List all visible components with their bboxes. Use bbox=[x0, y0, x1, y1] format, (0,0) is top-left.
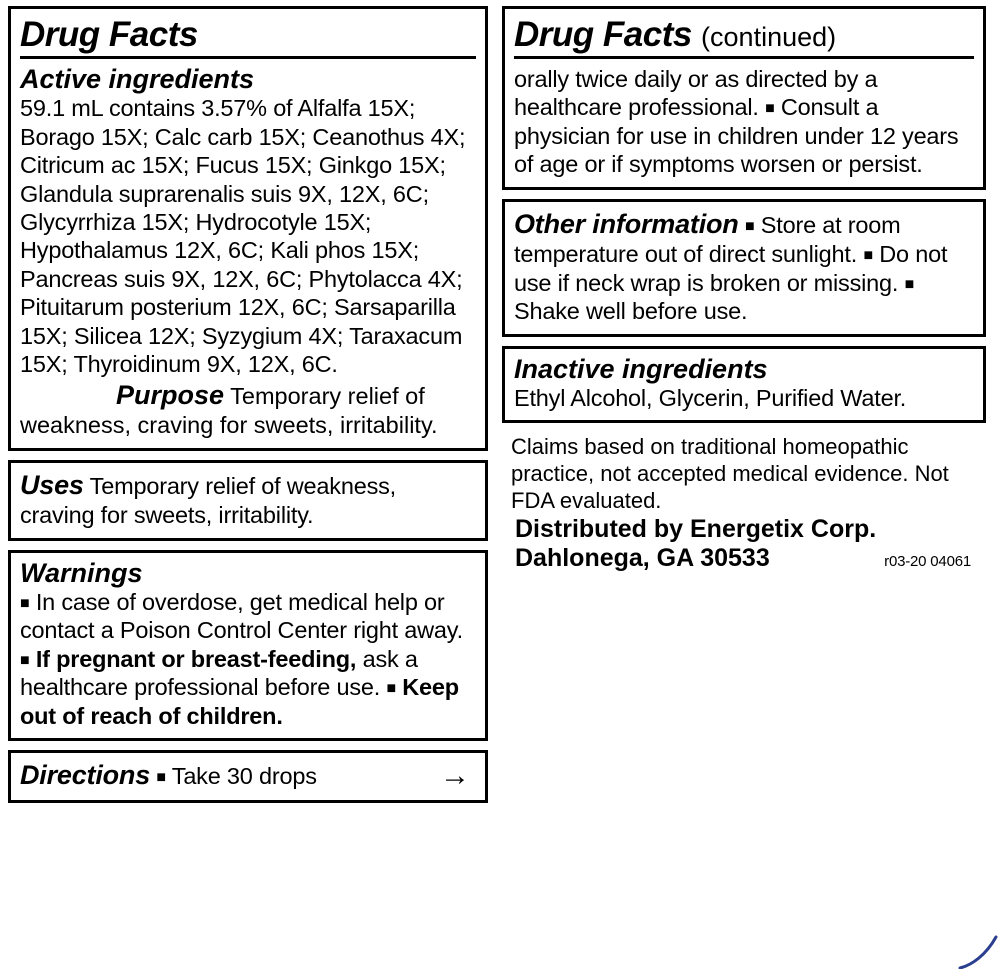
warning-overdose: In case of overdose, get medical help or contact a Poison Control Center right away. bbox=[20, 589, 463, 644]
panel-active-ingredients bbox=[8, 6, 488, 451]
uses-heading: Uses bbox=[20, 469, 84, 500]
swoosh-mark-icon bbox=[958, 935, 998, 969]
bullet-square-icon: ■ bbox=[744, 217, 755, 235]
uses-text: Temporary relief of weakness, craving for sweets, irritability. bbox=[20, 472, 397, 529]
directions-continued-text bbox=[514, 65, 974, 179]
distributed-line-1: Distributed by Energetix Corp. bbox=[515, 514, 877, 543]
other-information-block bbox=[514, 208, 974, 326]
distributed-line-2: Dahlonega, GA 30533 bbox=[515, 544, 770, 573]
left-column bbox=[8, 6, 488, 963]
bullet-square-icon: ■ bbox=[20, 651, 30, 669]
purpose-heading: Purpose bbox=[116, 379, 225, 410]
arrow-right-icon: → bbox=[440, 758, 470, 792]
other-info-store: Store at room temperature out of direct sunlight. bbox=[514, 211, 901, 268]
directions-heading: Directions bbox=[20, 760, 151, 791]
right-column bbox=[502, 6, 986, 963]
label-columns bbox=[8, 6, 992, 963]
purpose-text: Temporary relief of weakness, craving for sweets, irritability. bbox=[20, 382, 438, 439]
active-ingredients-text: 59.1 mL contains 3.57% of Alfalfa 15X; Borago 15X; Calc carb 15X; Ceanothus 4X; Citricum ac 15X; Fucus 15X; Ginkgo 15X; Glandula suprarenalis suis 9X, 12X, 6C; Glycyrrhiza 15X; Hydrocotyle 15X; Hypothalamus 12X, 6C; Kali phos 15X; Pancreas suis 9X, 12X, 6C; Phytolacca 4X; Pituitarum posterium 12X, 6C; Sarsaparilla 15X; Silicea 12X; Syzygium 4X; Taraxacum 15X; Thyroidinum 9X, 12X, 6C. bbox=[20, 95, 466, 378]
purpose-line bbox=[20, 379, 476, 440]
page-title-continued bbox=[514, 17, 974, 52]
panel-inactive-ingredients bbox=[502, 346, 986, 424]
panel-directions bbox=[8, 750, 488, 803]
directions-row bbox=[20, 759, 476, 792]
directions-cont-part2: Consult a physician for use in children under 12 years of age or if symptoms worsen or persist. bbox=[514, 94, 959, 178]
panel-other-information bbox=[502, 199, 986, 337]
warning-pregnant-bold: If pregnant or breast-feeding, bbox=[35, 645, 357, 672]
warnings-heading: Warnings bbox=[20, 557, 143, 588]
directions-block bbox=[20, 759, 317, 792]
other-info-neck-wrap: Do not use if neck wrap is broken or missing. bbox=[514, 241, 948, 296]
directions-cont-part1: orally twice daily or as directed by a healthcare professional. bbox=[514, 66, 878, 121]
warning-keep-out: Keep out of reach of children. bbox=[20, 674, 459, 729]
distributed-line-2-row bbox=[515, 544, 971, 574]
warnings-text bbox=[20, 588, 476, 730]
panel-directions-continued bbox=[502, 6, 986, 190]
other-info-shake: Shake well before use. bbox=[514, 298, 748, 325]
panel-uses bbox=[8, 460, 488, 541]
inactive-ingredients-text: Ethyl Alcohol, Glycerin, Purified Water. bbox=[514, 384, 907, 411]
bullet-square-icon: ■ bbox=[156, 769, 166, 787]
uses-block bbox=[20, 469, 476, 530]
inactive-ingredients-heading: Inactive ingredients bbox=[514, 353, 768, 384]
directions-text: Take 30 drops bbox=[171, 763, 317, 790]
bullet-square-icon: ■ bbox=[863, 247, 873, 265]
active-ingredients-heading: Active ingredients bbox=[20, 64, 255, 94]
claims-text: Claims based on traditional homeopathic practice, not accepted medical evidence. Not FDA evaluated. bbox=[511, 434, 949, 514]
panel-warnings bbox=[8, 550, 488, 741]
title-rule bbox=[20, 56, 476, 59]
page-title-continued-suffix: (continued) bbox=[701, 22, 837, 52]
title-rule-right bbox=[514, 56, 974, 59]
other-information-heading: Other information bbox=[514, 208, 739, 239]
bullet-square-icon: ■ bbox=[765, 100, 775, 118]
bullet-square-icon: ■ bbox=[904, 275, 915, 293]
panel-claims bbox=[502, 432, 986, 954]
bullet-square-icon: ■ bbox=[20, 595, 30, 613]
bullet-square-icon: ■ bbox=[386, 680, 396, 698]
distributor-block bbox=[511, 515, 977, 578]
warning-pregnant-rest: ask a healthcare professional before use. bbox=[20, 645, 418, 701]
page-title: Drug Facts bbox=[20, 15, 198, 54]
lot-code: r03-20 04061 bbox=[884, 553, 971, 571]
page-title-continued-main: Drug Facts bbox=[514, 15, 692, 54]
